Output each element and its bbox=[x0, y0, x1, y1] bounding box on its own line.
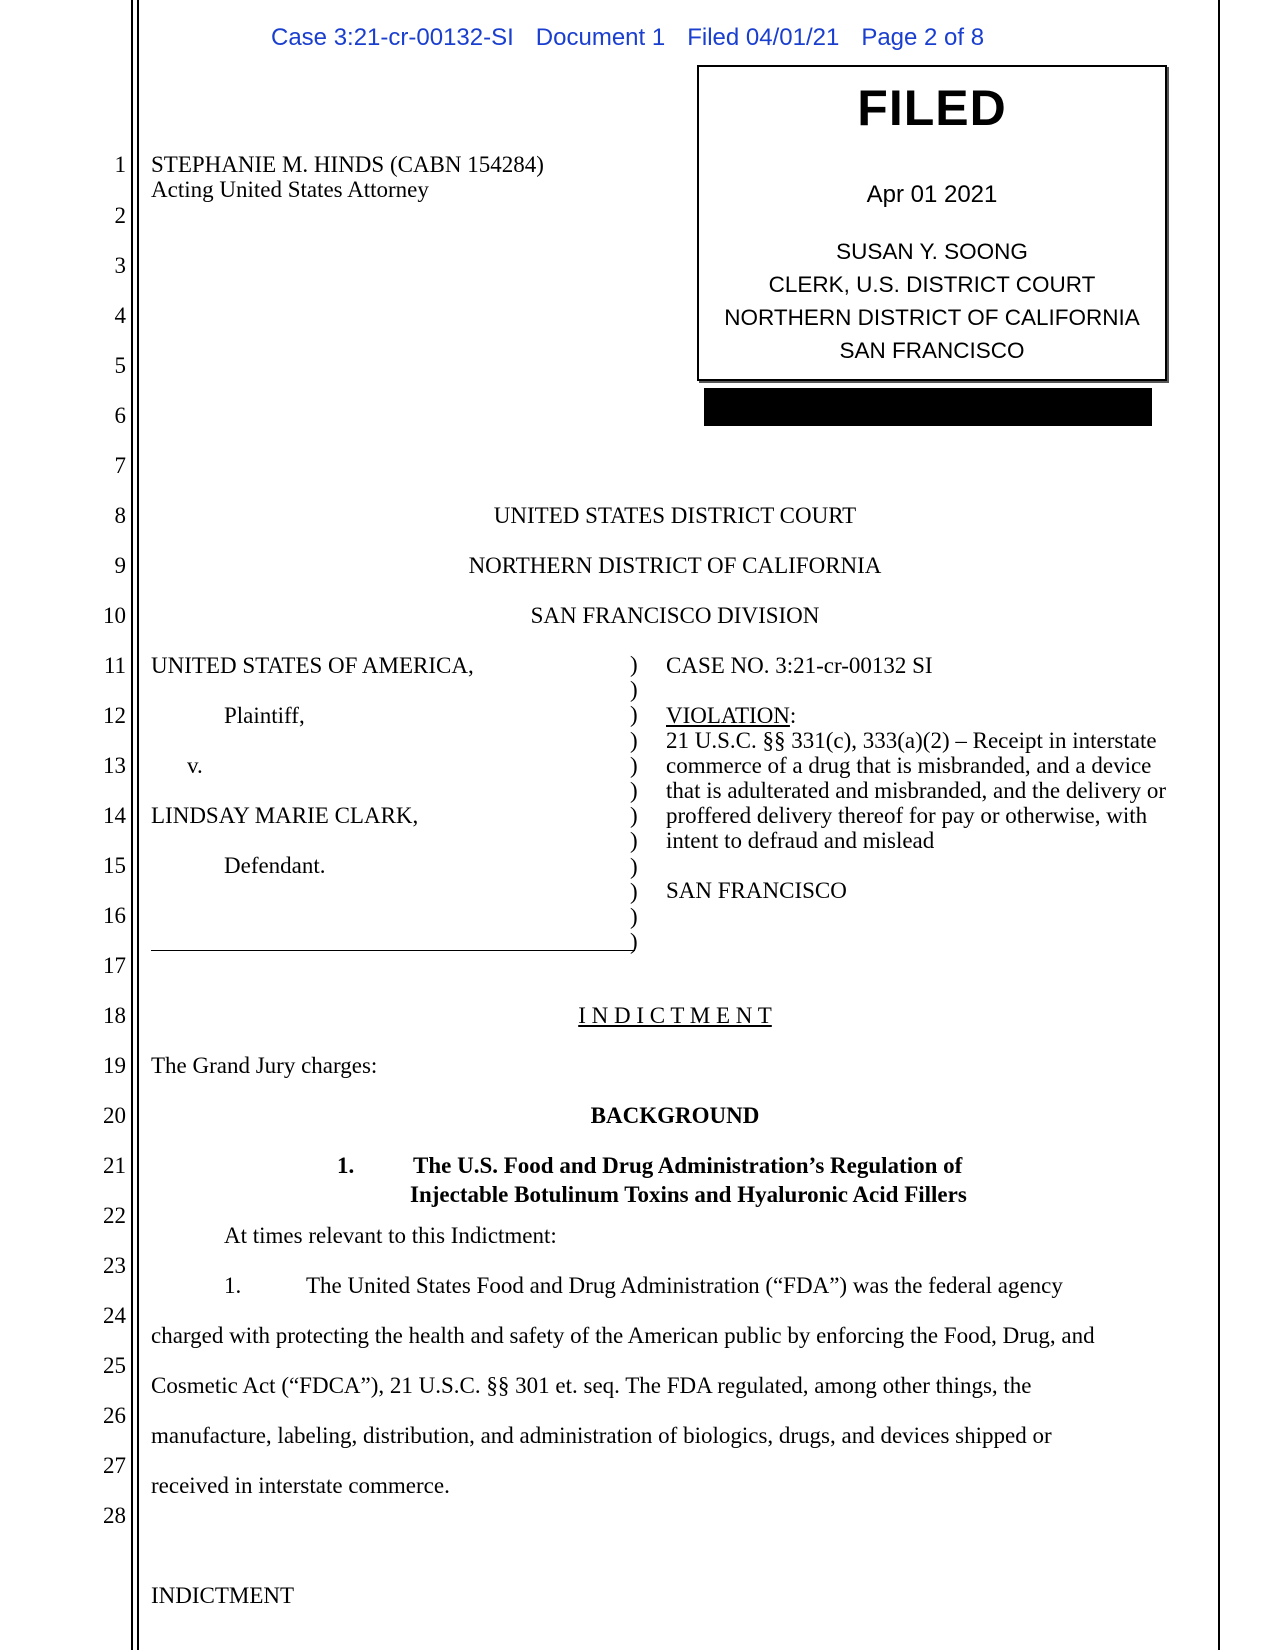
section-number: 1. bbox=[337, 1153, 355, 1178]
line-number: 7 bbox=[114, 453, 126, 478]
violation-line: commerce of a drug that is misbranded, and a device bbox=[666, 753, 1152, 778]
line-number: 24 bbox=[103, 1303, 126, 1328]
line-number: 21 bbox=[103, 1153, 126, 1178]
filed-stamp bbox=[697, 65, 1167, 381]
stamp-title: FILED bbox=[857, 80, 1007, 136]
paragraph-line: Cosmetic Act (“FDCA”), 21 U.S.C. §§ 301 et. seq. The FDA regulated, among other things, the bbox=[151, 1373, 1032, 1398]
violation-line: proffered delivery thereof for pay or otherwise, with bbox=[666, 803, 1148, 828]
attorney-title: Acting United States Attorney bbox=[151, 177, 429, 202]
paragraph-line: received in interstate commerce. bbox=[151, 1473, 450, 1498]
line-number: 6 bbox=[114, 403, 126, 428]
line-number: 28 bbox=[103, 1503, 126, 1528]
line-number: 19 bbox=[103, 1053, 126, 1078]
violation-line: 21 U.S.C. §§ 331(c), 333(a)(2) – Receipt in interstate bbox=[666, 728, 1157, 753]
left-margin-rule-outer bbox=[131, 0, 133, 1650]
paragraph-line: manufacture, labeling, distribution, and administration of biologics, drugs, and devices shipped or bbox=[151, 1423, 1052, 1448]
paragraph-line: charged with protecting the health and safety of the American public by enforcing the Food, Drug, and bbox=[151, 1323, 1095, 1348]
line-number: 16 bbox=[103, 903, 126, 928]
line-number: 10 bbox=[103, 603, 126, 628]
stamp-clerk-title: CLERK, U.S. DISTRICT COURT bbox=[768, 272, 1096, 297]
line-number: 13 bbox=[103, 753, 126, 778]
line-number: 22 bbox=[103, 1203, 126, 1228]
line-number: 23 bbox=[103, 1253, 126, 1278]
stamp-clerk-name: SUSAN Y. SOONG bbox=[836, 239, 1028, 264]
court-name: UNITED STATES DISTRICT COURT bbox=[493, 503, 857, 528]
court-division: SAN FRANCISCO DIVISION bbox=[530, 603, 820, 628]
header-case: Case 3:21-cr-00132-SI bbox=[271, 24, 514, 51]
line-number: 14 bbox=[103, 803, 126, 828]
ecf-header bbox=[271, 24, 1006, 52]
right-margin-rule bbox=[1218, 0, 1220, 1650]
plaintiff-name: UNITED STATES OF AMERICA, bbox=[151, 653, 474, 678]
defendant-role: Defendant. bbox=[224, 853, 326, 878]
line-number: 5 bbox=[114, 353, 126, 378]
court-district: NORTHERN DISTRICT OF CALIFORNIA bbox=[468, 553, 882, 578]
background-heading: BACKGROUND bbox=[590, 1103, 760, 1128]
stamp-city: SAN FRANCISCO bbox=[839, 338, 1025, 363]
line-number: 3 bbox=[114, 253, 126, 278]
stamp-date: Apr 01 2021 bbox=[866, 181, 998, 208]
stamp-district: NORTHERN DISTRICT OF CALIFORNIA bbox=[724, 305, 1140, 330]
left-margin-rule-inner bbox=[137, 0, 139, 1650]
line-number: 17 bbox=[103, 953, 126, 978]
header-document: Document 1 bbox=[535, 24, 666, 51]
grand-jury-charges: The Grand Jury charges: bbox=[151, 1053, 378, 1078]
line-number: 25 bbox=[103, 1353, 126, 1378]
defendant-name: LINDSAY MARIE CLARK, bbox=[151, 803, 419, 828]
violation-heading bbox=[666, 703, 796, 729]
header-filed: Filed 04/01/21 bbox=[687, 24, 840, 51]
section-title-line-2: Injectable Botulinum Toxins and Hyaluronic Acid Fillers bbox=[410, 1182, 967, 1207]
line-number: 8 bbox=[114, 503, 126, 528]
line-number: 27 bbox=[103, 1453, 126, 1478]
plaintiff-role: Plaintiff, bbox=[224, 703, 305, 728]
line-number: 12 bbox=[103, 703, 126, 728]
case-number: CASE NO. 3:21-cr-00132 SI bbox=[666, 653, 933, 678]
line-number: 9 bbox=[114, 553, 126, 578]
paragraph-number: 1. bbox=[224, 1273, 242, 1298]
indictment-title: I N D I C T M E N T bbox=[578, 1003, 772, 1028]
line-number: 26 bbox=[103, 1403, 126, 1428]
versus: v. bbox=[187, 753, 203, 778]
line-number: 1 bbox=[114, 152, 126, 177]
violation-label: VIOLATION bbox=[666, 703, 790, 728]
at-times-relevant: At times relevant to this Indictment: bbox=[224, 1223, 557, 1248]
line-number: 20 bbox=[103, 1103, 126, 1128]
line-number: 4 bbox=[114, 303, 126, 328]
caption-parentheses: ) ) ) ) ) ) ) ) ) ) ) ) bbox=[630, 652, 638, 955]
line-number: 15 bbox=[103, 853, 126, 878]
venue: SAN FRANCISCO bbox=[666, 878, 847, 903]
section-title-line-1: The U.S. Food and Drug Administration’s Regulation of bbox=[413, 1153, 963, 1178]
line-number: 18 bbox=[103, 1003, 126, 1028]
caption-underline bbox=[151, 950, 635, 951]
violation-colon: : bbox=[789, 703, 797, 728]
violation-line: intent to defraud and mislead bbox=[666, 828, 935, 853]
redaction-bar bbox=[704, 388, 1152, 426]
footer-label: INDICTMENT bbox=[151, 1583, 295, 1608]
violation-line: that is adulterated and misbranded, and the delivery or bbox=[666, 778, 1167, 803]
line-number: 11 bbox=[103, 653, 126, 678]
header-page: Page 2 of 8 bbox=[861, 24, 985, 51]
attorney-name: STEPHANIE M. HINDS (CABN 154284) bbox=[151, 152, 544, 177]
line-number: 2 bbox=[114, 203, 126, 228]
paragraph-first-line: The United States Food and Drug Administration (“FDA”) was the federal agency bbox=[306, 1273, 1063, 1298]
